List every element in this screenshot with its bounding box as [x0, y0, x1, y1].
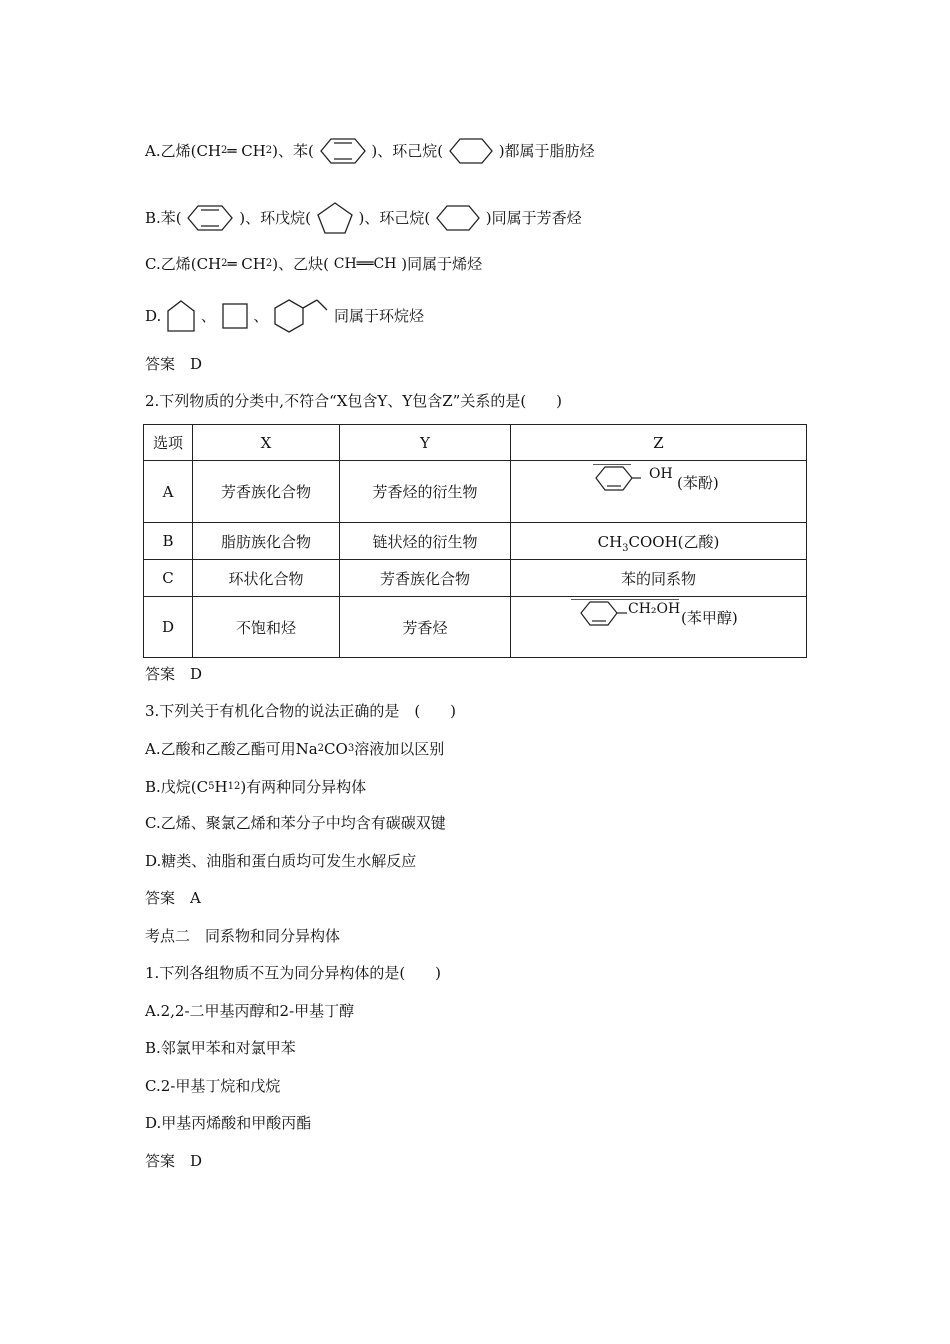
- cyclopentane-structure: [316, 201, 354, 235]
- table-cell: [511, 597, 807, 658]
- s2-q1-option-a: A.2,2-二甲基丙醇和2-甲基丁醇: [145, 1002, 355, 1020]
- q2-answer: 答案 D: [145, 665, 203, 683]
- cyclobutane-structure: [221, 302, 249, 330]
- q3-option-d: D.糖类、油脂和蛋白质均可发生水解反应: [145, 852, 417, 870]
- s2-q1-answer: 答案 D: [145, 1152, 203, 1170]
- q3-answer: 答案 A: [145, 889, 201, 907]
- acetylene-formula: CH══CH: [333, 256, 397, 272]
- table-row: [144, 597, 807, 658]
- methylcyclohexane-structure: [273, 298, 329, 334]
- q1-option-b: B.苯( )、环戊烷( )、环己烷( )同属于芳香烃: [145, 201, 582, 235]
- q3-option-c: C.乙烯、聚氯乙烯和苯分子中均含有碳碳双键: [145, 814, 446, 832]
- phenol-structure: OH (苯酚): [511, 462, 806, 522]
- q2-classification-table: [143, 424, 807, 658]
- table-cell: D: [144, 597, 193, 658]
- table-row: [144, 560, 807, 597]
- cyclohexane-structure: [448, 136, 494, 166]
- q1-option-d: D. 、 、 同属于环烷烃: [145, 298, 424, 334]
- table-cell: 芳香族化合物: [340, 560, 511, 597]
- table-cell: 不饱和烃: [193, 597, 340, 658]
- q3-option-b: B.戊烷(C5H12)有两种同分异构体: [145, 778, 367, 796]
- q3-stem: 3.下列关于有机化合物的说法正确的是 ( ): [145, 702, 457, 720]
- table-header: Y: [340, 425, 511, 461]
- table-cell: 链状烃的衍生物: [340, 523, 511, 560]
- table-cell: 环状化合物: [193, 560, 340, 597]
- table-cell: B: [144, 523, 193, 560]
- q3-option-a: A.乙酸和乙酸乙酯可用Na2CO3溶液加以区别: [145, 740, 445, 758]
- s2-q1-stem: 1.下列各组物质不互为同分异构体的是( ): [145, 964, 442, 982]
- q1-option-a: A.乙烯(CH2═ CH2)、苯( )、环己烷( )都属于脂肪烃: [145, 136, 595, 166]
- table-cell: C: [144, 560, 193, 597]
- s2-q1-option-c: C.2-甲基丁烷和戊烷: [145, 1077, 281, 1095]
- table-cell: $CH_3COOH$(乙酸): [511, 523, 807, 560]
- table-cell: 脂肪族化合物: [193, 523, 340, 560]
- section-title: 考点二 同系物和同分异构体: [145, 927, 341, 945]
- table-header: X: [193, 425, 340, 461]
- table-cell: 芳香烃的衍生物: [340, 461, 511, 523]
- q2-stem: 2.下列物质的分类中,不符合“X包含Y、Y包含Z”关系的是( ): [145, 392, 563, 410]
- benzene-structure: [186, 203, 234, 233]
- s2-q1-option-b: B.邻氯甲苯和对氯甲苯: [145, 1039, 296, 1057]
- q1-answer: 答案 D: [145, 355, 203, 373]
- table-header-row: [144, 425, 807, 461]
- table-row: [144, 523, 807, 560]
- s2-q1-option-d: D.甲基丙烯酸和甲酸丙酯: [145, 1114, 312, 1132]
- benzene-structure: [319, 136, 367, 166]
- benzyl-alcohol-structure: CH₂OH (苯甲醇): [511, 597, 806, 657]
- cyclohexane-structure: [435, 203, 481, 233]
- table-cell: 芳香族化合物: [193, 461, 340, 523]
- table-header: Z: [511, 425, 807, 461]
- table-cell: A: [144, 461, 193, 523]
- table-cell: 苯的同系物: [511, 560, 807, 597]
- table-cell: 芳香烃: [340, 597, 511, 658]
- table-row: [144, 461, 807, 523]
- table-cell: [511, 461, 807, 523]
- cyclopentane-structure: [166, 299, 196, 333]
- table-header: 选项: [144, 425, 193, 461]
- q1-option-c: C.乙烯(CH2═ CH2)、乙炔( CH══CH )同属于烯烃: [145, 255, 483, 273]
